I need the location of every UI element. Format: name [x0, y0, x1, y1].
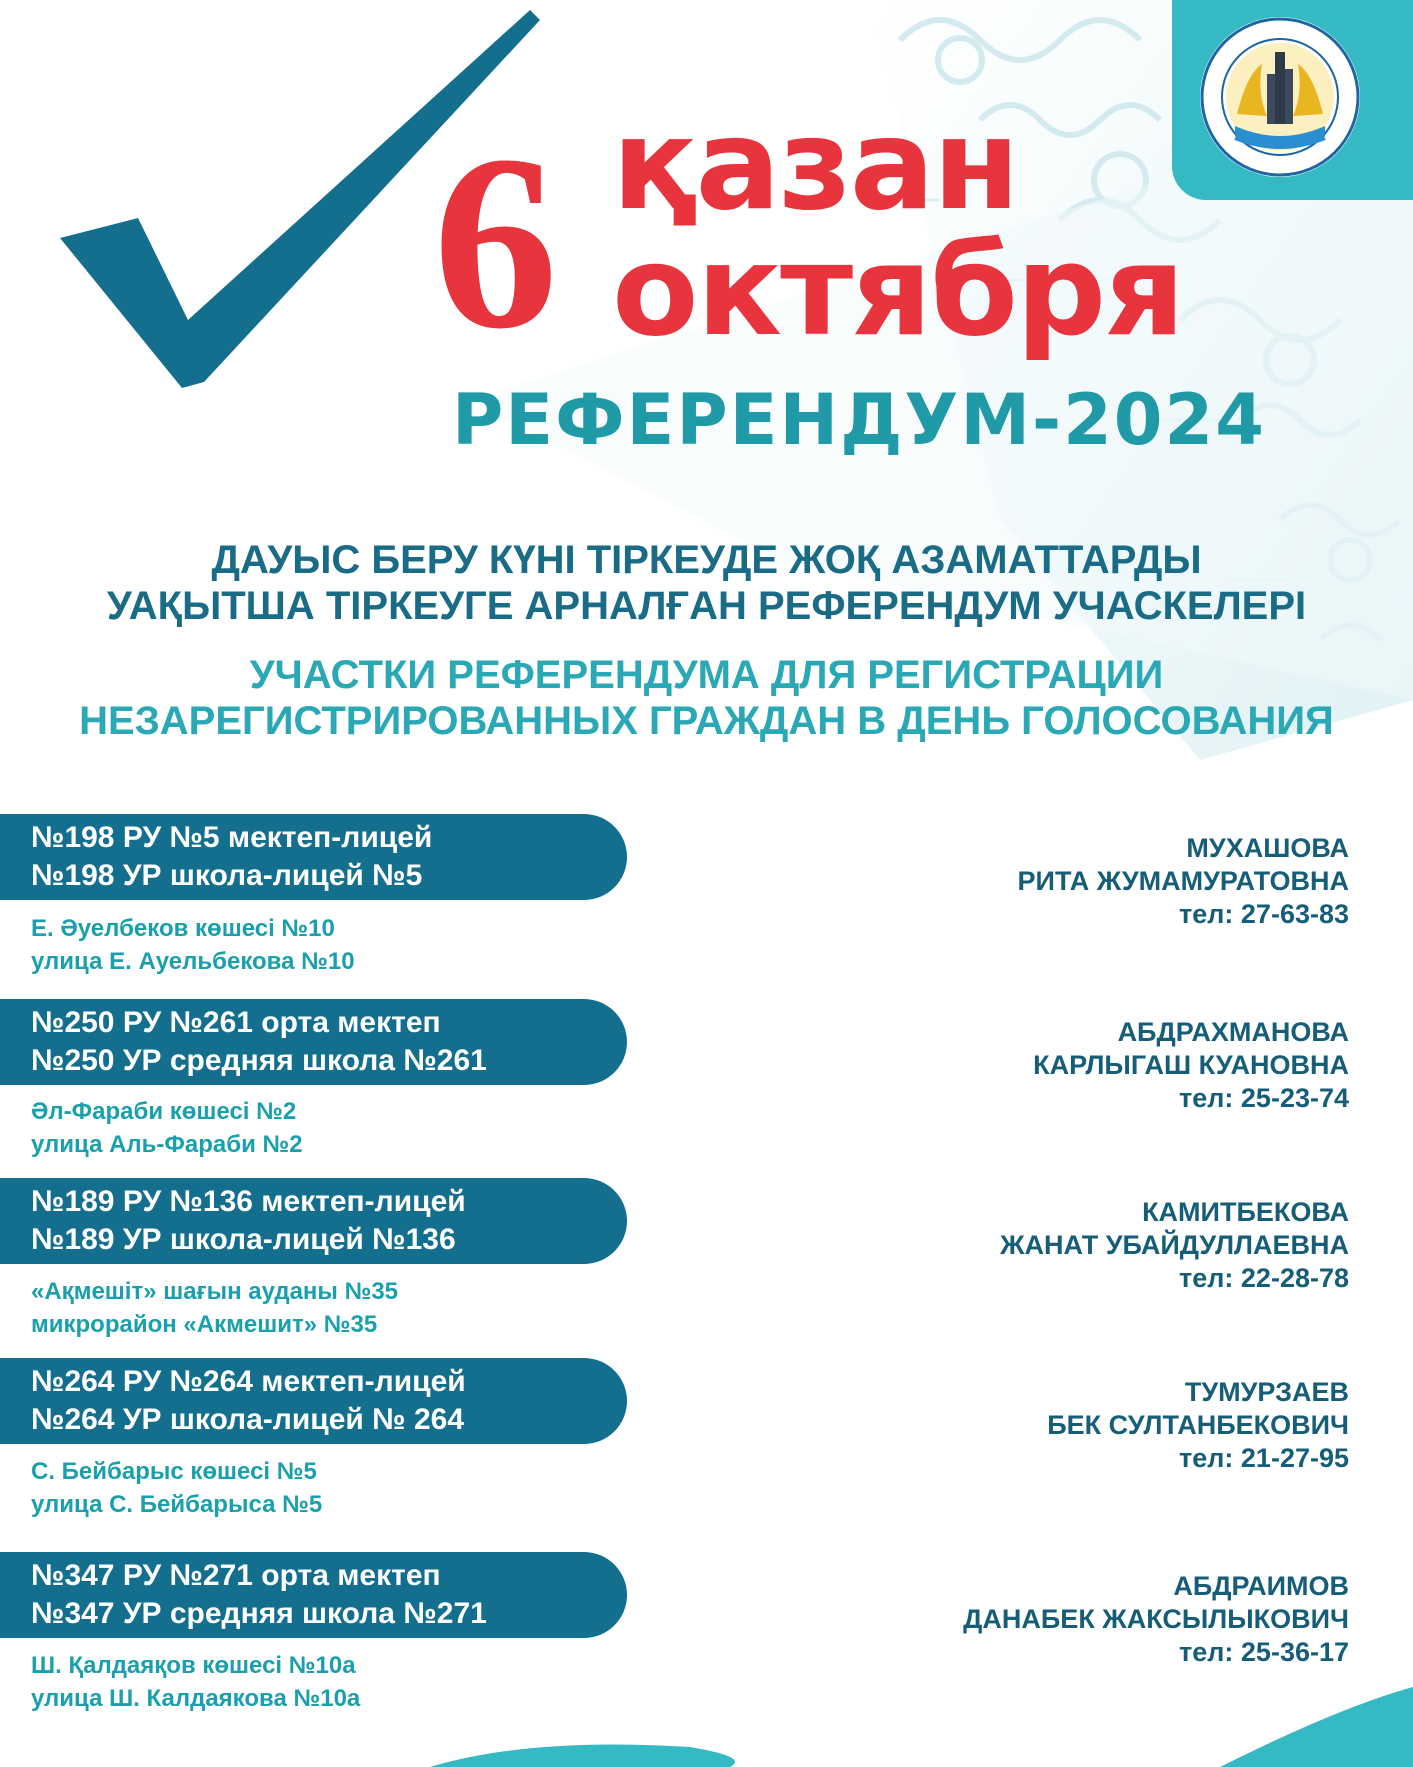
station-pill: [0, 814, 627, 900]
footer-wave: [0, 1660, 1413, 1767]
station-address: [31, 1275, 398, 1341]
station-pill: [0, 1358, 627, 1444]
emblem-panel: [1172, 0, 1413, 200]
address-kz: Е. Әуелбеков көшесі №10: [31, 915, 335, 942]
contact-phone: тел: 25-36-17: [1179, 1637, 1349, 1667]
station-contact: [1047, 1376, 1349, 1475]
heading-kazakh: [0, 537, 1413, 629]
month-ru: октября: [612, 217, 1184, 364]
contact-name: КАРЛЫГАШ КУАНОВНА: [1033, 1050, 1349, 1080]
station-pill: [0, 1552, 627, 1638]
station-pill: [0, 1178, 627, 1264]
contact-name: ДАНАБЕК ЖАКСЫЛЫКОВИЧ: [963, 1604, 1349, 1634]
heading-kazakh-line-1: ДАУЫС БЕРУ КҮНІ ТІРКЕУДЕ ЖОҚ АЗАМАТТАРДЫ: [211, 538, 1202, 582]
contact-phone: тел: 22-28-78: [1179, 1263, 1349, 1293]
kyzylorda-region-emblem-icon: [1197, 14, 1363, 180]
station-contact: [1018, 832, 1349, 931]
heading-russian-line-1: УЧАСТКИ РЕФЕРЕНДУМА ДЛЯ РЕГИСТРАЦИИ: [249, 653, 1164, 697]
station-name-kz: №198 РУ №5 мектеп-лицей: [31, 821, 433, 854]
station-address: [31, 1095, 303, 1161]
heading-kazakh-line-2: УАҚЫТША ТІРКЕУГЕ АРНАЛҒАН РЕФЕРЕНДУМ УЧАСКЕЛЕРІ: [106, 584, 1307, 628]
station-name-ru: №189 УР школа-лицей №136: [31, 1223, 456, 1256]
contact-name: БЕК СУЛТАНБЕКОВИЧ: [1047, 1410, 1349, 1440]
contact-name: РИТА ЖУМАМУРАТОВНА: [1017, 866, 1349, 896]
address-ru: улица Аль-Фараби №2: [31, 1131, 303, 1158]
contact-surname: АБДРАХМАНОВА: [1117, 1017, 1349, 1047]
address-ru: улица Е. Ауельбекова №10: [31, 948, 355, 975]
contact-surname: МУХАШОВА: [1186, 833, 1349, 863]
contact-phone: тел: 21-27-95: [1179, 1443, 1349, 1473]
station-contact: [963, 1570, 1349, 1669]
station-contact: [1000, 1196, 1349, 1295]
station-name-ru: №250 УР средняя школа №261: [31, 1044, 487, 1077]
station-name-ru: №198 УР школа-лицей №5: [31, 859, 423, 892]
date-number: 6: [433, 104, 554, 381]
contact-phone: тел: 25-23-74: [1179, 1083, 1349, 1113]
address-kz: Әл-Фараби көшесі №2: [31, 1098, 297, 1125]
station-name-kz: №250 РУ №261 орта мектеп: [31, 1006, 441, 1039]
address-kz: С. Бейбарыс көшесі №5: [31, 1458, 317, 1485]
station-name-ru: №347 УР средняя школа №271: [31, 1597, 487, 1630]
contact-surname: АБДРАИМОВ: [1173, 1571, 1349, 1601]
station-name-kz: №347 РУ №271 орта мектеп: [31, 1559, 441, 1592]
address-ru: микрорайон «Акмешит» №35: [31, 1311, 378, 1338]
heading-russian-line-2: НЕЗАРЕГИСТРИРОВАННЫХ ГРАЖДАН В ДЕНЬ ГОЛОСОВАНИЯ: [79, 699, 1334, 743]
station-name-kz: №264 РУ №264 мектеп-лицей: [31, 1365, 466, 1398]
contact-phone: тел: 27-63-83: [1179, 899, 1349, 929]
station-contact: [1033, 1016, 1349, 1115]
contact-surname: КАМИТБЕКОВА: [1142, 1197, 1349, 1227]
contact-surname: ТУМУРЗАЕВ: [1184, 1377, 1349, 1407]
station-name-kz: №189 РУ №136 мектеп-лицей: [31, 1185, 466, 1218]
referendum-title: РЕФЕРЕНДУМ-2024: [452, 379, 1266, 461]
address-ru: улица Ш. Калдаякова №10а: [31, 1685, 361, 1712]
address-kz: Ш. Қалдаяқов көшесі №10а: [31, 1652, 356, 1679]
station-address: [31, 1455, 322, 1521]
contact-name: ЖАНАТ УБАЙДУЛЛАЕВНА: [1000, 1230, 1349, 1260]
month-kz: қазан: [612, 91, 1018, 238]
station-address: [31, 912, 355, 978]
heading-russian: [0, 652, 1413, 744]
station-pill: [0, 999, 627, 1085]
address-kz: «Ақмешіт» шағын ауданы №35: [31, 1278, 399, 1305]
station-name-ru: №264 УР школа-лицей № 264: [31, 1403, 465, 1436]
address-ru: улица С. Бейбарыса №5: [31, 1491, 323, 1518]
